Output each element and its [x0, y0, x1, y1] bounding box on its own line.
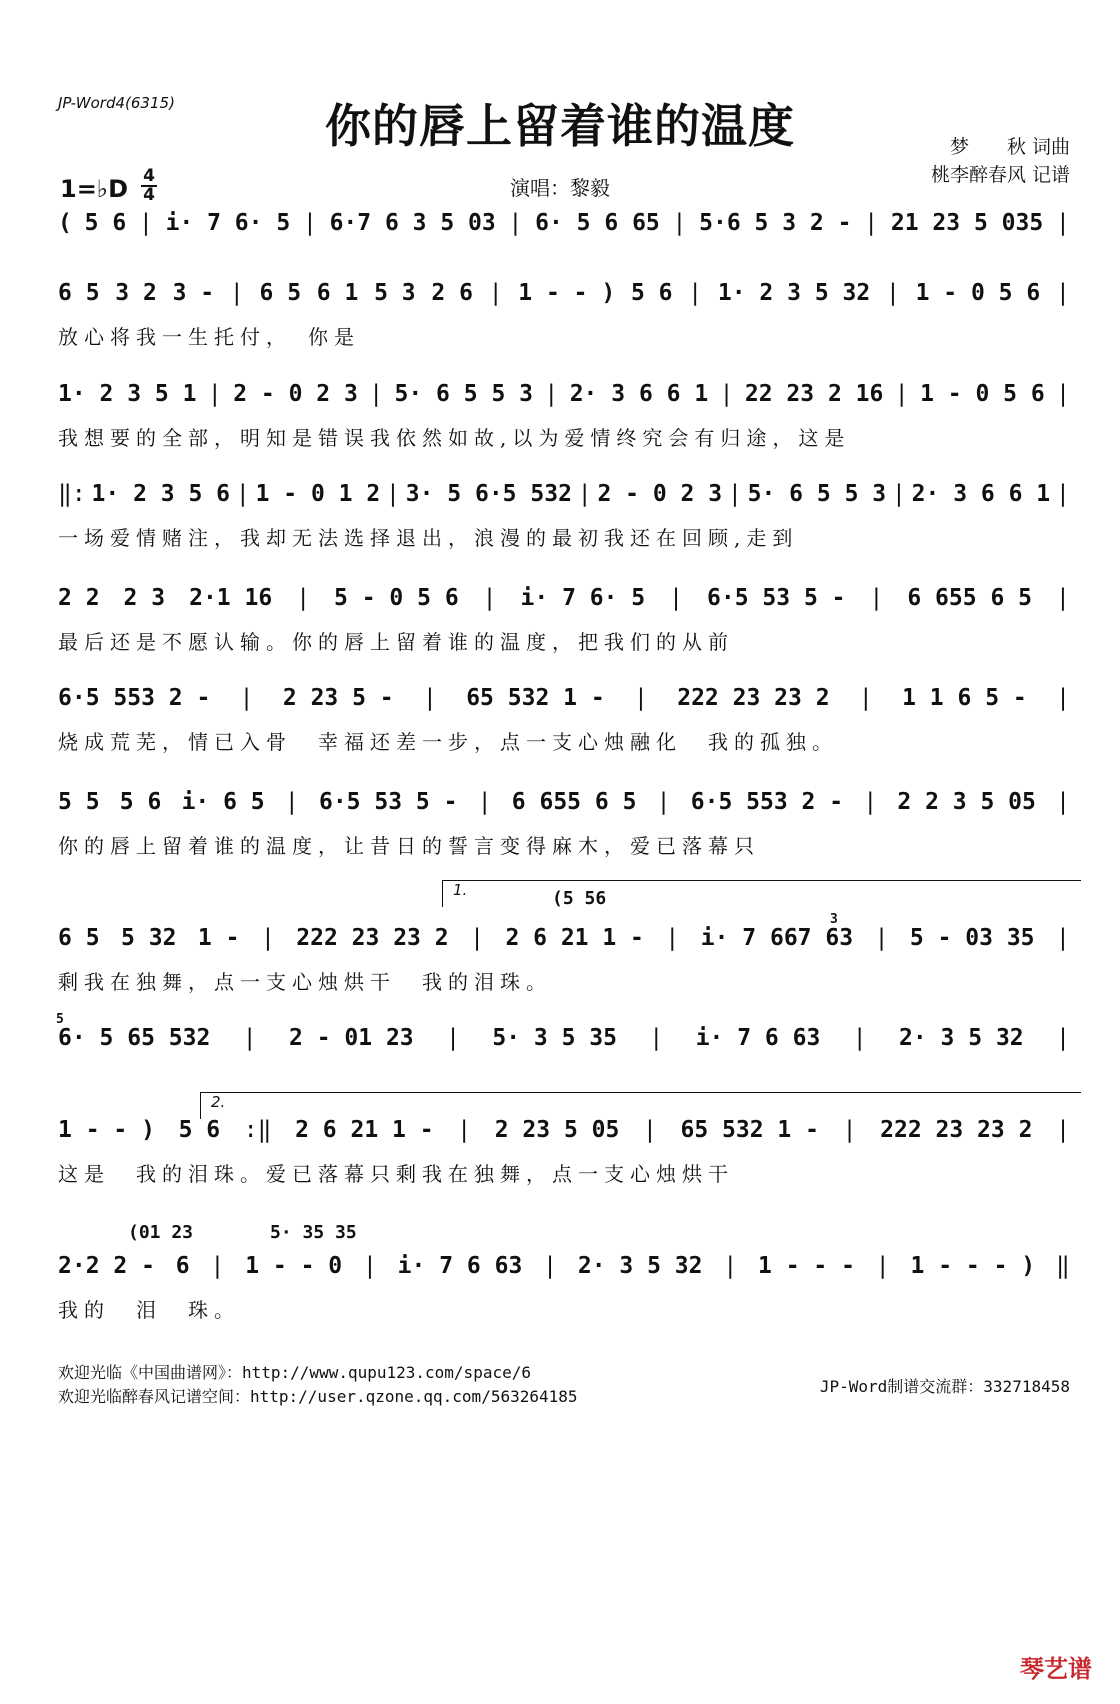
note-group: 1 -: [197, 925, 240, 951]
barline: |: [296, 585, 311, 611]
barline: |: [446, 1025, 460, 1051]
note-group: 65 532 1 -: [680, 1117, 819, 1143]
barline: |: [1055, 210, 1070, 236]
note-group: 6 5: [58, 925, 100, 951]
barline: |: [723, 1253, 738, 1279]
time-signature-top: 4: [143, 166, 155, 186]
barline: |: [852, 1025, 867, 1051]
note-group: 2 - 01 23: [289, 1025, 414, 1051]
lyrics: 这是 我的泪珠。爱已落幕只剩我在独舞，点一支心烛烘干: [58, 1162, 734, 1186]
barline: |: [875, 1253, 890, 1279]
note-group: 5 6: [84, 210, 127, 236]
note-group: 1 - 0 5 6: [915, 280, 1041, 306]
barline: |: [864, 210, 879, 236]
note-group: 2· 3 6 6 1: [569, 381, 709, 407]
footer-group: JP-Word制谱交流群：332718458: [819, 1377, 1070, 1396]
lyrics: 放心将我一生托付， 你是: [58, 325, 360, 349]
pickup-notes: 5· 35 35: [270, 1222, 357, 1243]
note-group: 2 3: [123, 585, 166, 611]
note-group: 1· 2 3 5 32: [717, 280, 871, 306]
note-group: 2· 3 6 6 1: [911, 481, 1051, 507]
barline: ‖: [1055, 1253, 1070, 1279]
lyrics: 最后还是不愿认输。你的唇上留着谁的温度，把我们的从前: [58, 630, 734, 654]
note-group: 2 6: [431, 280, 473, 306]
note-group: 2 23 5 -: [282, 685, 394, 711]
score-notes: [58, 1020, 1070, 1056]
volta-second-ending: [200, 1092, 1081, 1119]
note-group: 5 - 03 35: [909, 925, 1035, 951]
time-signature-bottom: 4: [143, 185, 155, 205]
barline: |: [242, 1025, 257, 1051]
note-group: 5 6: [178, 1117, 221, 1143]
note-group: 222 23 23 2: [880, 1117, 1033, 1143]
score-notes: [58, 376, 1070, 412]
note-group: 222 23 23 2: [677, 685, 830, 711]
note-group: i· 7 6 63: [695, 1025, 821, 1051]
note-group: 3 2: [115, 280, 157, 306]
note-group: 6 655 6 5: [511, 789, 637, 815]
barline: |: [688, 280, 703, 306]
note-group: 1 - - - ): [910, 1253, 1036, 1279]
score-notes: [58, 680, 1070, 716]
barline: |: [457, 1117, 472, 1143]
barline: |: [869, 585, 884, 611]
barline: |: [842, 1117, 857, 1143]
app-label: JP-Word4(6315): [58, 94, 175, 112]
note-group: 5 5: [58, 789, 100, 815]
score-notes: [58, 275, 1070, 311]
lyrics: 烧成荒芜，情已入骨 幸福还差一步，点一支心烛融化 我的孤独。: [58, 730, 838, 754]
barline: :‖: [243, 1117, 272, 1143]
note-group: 2 23 5 05: [494, 1117, 620, 1143]
barline: ‖:: [58, 481, 86, 507]
note-group: i· 7 667 63: [700, 925, 854, 951]
barline: |: [423, 685, 437, 711]
note-group: 5· 3 5 35: [492, 1025, 617, 1051]
barline: |: [1055, 585, 1070, 611]
barline: |: [235, 481, 250, 507]
lyrics: 剩我在独舞，点一支心烛烘干 我的泪珠。: [58, 970, 552, 994]
note-group: 1 - - ): [518, 280, 616, 306]
note-group: 3 -: [172, 280, 215, 306]
note-group: 65 532 1 -: [466, 685, 605, 711]
note-group: 6: [175, 1253, 190, 1279]
barline: |: [665, 925, 680, 951]
barline: |: [649, 1025, 664, 1051]
barline: |: [543, 1253, 557, 1279]
score-notes: [58, 580, 1070, 616]
barline: |: [239, 685, 254, 711]
note-group: 1 1 6 5 -: [902, 685, 1027, 711]
barline: |: [138, 210, 153, 236]
lyrics: 一场爱情赌注，我却无法选择退出，浪漫的最初我还在回顾,走到: [58, 526, 799, 550]
note-group: 1· 2 3 5 1: [58, 381, 197, 407]
singer: 演唱：黎毅: [510, 176, 610, 200]
note-group: i· 6 5: [181, 789, 265, 815]
barline: |: [1056, 381, 1070, 407]
note-group: i· 7 6 63: [397, 1253, 523, 1279]
lyrics: 我的 泪 珠。: [58, 1298, 240, 1322]
barline: |: [672, 210, 687, 236]
barline: |: [863, 789, 878, 815]
note-group: 2 2 3 5 05: [897, 789, 1036, 815]
barline: |: [1056, 1025, 1070, 1051]
pickup-notes: (5 56: [552, 888, 607, 909]
grace-note: 5: [56, 1012, 64, 1027]
barline: |: [369, 381, 384, 407]
barline: |: [1056, 789, 1070, 815]
barline: |: [386, 481, 400, 507]
barline: |: [477, 789, 492, 815]
note-group: i· 7 6· 5: [165, 210, 291, 236]
barline: |: [656, 789, 671, 815]
note-group: 22 23 2 16: [744, 381, 884, 407]
note-group: 5 - 0 5 6: [334, 585, 459, 611]
barline: |: [1056, 481, 1070, 507]
note-group: 2·2 2 -: [58, 1253, 155, 1279]
score-notes: [58, 1248, 1070, 1284]
barline: |: [643, 1117, 657, 1143]
barline: |: [634, 685, 648, 711]
credit-composer: 梦 秋 词曲: [949, 136, 1070, 158]
note-group: 6 1: [316, 280, 359, 306]
credit-transcriber: 桃李醉春风 记谱: [930, 164, 1070, 186]
note-group: 1 - - 0: [245, 1253, 343, 1279]
footer-link-qupu[interactable]: 欢迎光临《中国曲谱网》：http://www.qupu123.com/space/6: [58, 1363, 531, 1382]
note-group: 2· 3 5 32: [577, 1253, 703, 1279]
pickup-notes: (01 23: [128, 1222, 194, 1243]
note-group: 1 - - -: [758, 1253, 855, 1279]
note-group: 6 5: [58, 280, 100, 306]
note-group: i· 7 6· 5: [520, 585, 646, 611]
note-group: 2 6 21 1 -: [505, 925, 644, 951]
note-group: 1 - - ): [58, 1117, 155, 1143]
note-group: 2· 3 5 32: [899, 1025, 1024, 1051]
note-group: 6 5: [259, 280, 302, 306]
note-group: 6 655 6 5: [907, 585, 1032, 611]
note-group: 2·1 16: [189, 585, 273, 611]
watermark-logo: 琴艺谱: [1020, 1654, 1092, 1683]
barline: |: [488, 280, 503, 306]
score-notes: [58, 784, 1070, 820]
barline: |: [1055, 280, 1070, 306]
barline: |: [727, 481, 742, 507]
key-signature: 1=♭D: [60, 175, 129, 203]
grace-note: 3: [830, 912, 838, 927]
score-notes: [58, 476, 1070, 512]
barline: |: [260, 925, 275, 951]
note-group: 1 - 0 1 2: [255, 481, 381, 507]
score-notes: [58, 205, 1070, 241]
note-group: 6·7 6 3 5 03: [329, 210, 496, 236]
volta-label: 2.: [211, 1093, 226, 1111]
note-group: 1· 2 3 5 6: [91, 481, 231, 507]
song-title: 你的唇上留着谁的温度: [325, 99, 795, 153]
note-group: 6·5 53 5 -: [707, 585, 846, 611]
barline: |: [362, 1253, 377, 1279]
note-group: 6·5 53 5 -: [318, 789, 458, 815]
note-group: 3· 5 6·5 532: [405, 481, 572, 507]
note-group: 5 3: [374, 280, 416, 306]
note-group: 1 - 0 5 6: [920, 381, 1045, 407]
lyrics: 你的唇上留着谁的温度，让昔日的誓言变得麻木，爱已落幕只: [58, 834, 760, 858]
barline: |: [719, 381, 734, 407]
note-group: 2 - 0 2 3: [233, 381, 358, 407]
barline: |: [210, 1253, 225, 1279]
barline: |: [874, 925, 889, 951]
barline: |: [891, 481, 906, 507]
barline: |: [669, 585, 684, 611]
barline: |: [482, 585, 497, 611]
barline: |: [470, 925, 484, 951]
volta-label: 1.: [453, 881, 468, 899]
note-group: 6·5 553 2 -: [58, 685, 211, 711]
note-group: 21 23 5 035: [890, 210, 1044, 236]
note-group: 5 6: [630, 280, 673, 306]
note-group: 2 6 21 1 -: [295, 1117, 434, 1143]
barline: |: [885, 280, 900, 306]
barline: |: [1056, 925, 1070, 951]
barline: |: [577, 481, 592, 507]
barline: |: [1056, 685, 1070, 711]
note-group: 5 6: [119, 789, 162, 815]
note-group: 5· 6 5 5 3: [394, 381, 533, 407]
note-group: 6· 5 65 532: [58, 1025, 211, 1051]
note-group: 6· 5 6 65: [535, 210, 660, 236]
note-group: (: [58, 210, 72, 236]
note-group: 5·6 5 3 2 -: [699, 210, 852, 236]
note-group: 5· 6 5 5 3: [747, 481, 887, 507]
barline: |: [302, 210, 317, 236]
barline: |: [544, 381, 559, 407]
note-group: 6·5 553 2 -: [690, 789, 844, 815]
note-group: 2 2: [58, 585, 100, 611]
lyrics: 我想要的全部，明知是错误我依然如故,以为爱情终究会有归途，这是: [58, 426, 851, 450]
score-notes: [58, 920, 1070, 956]
note-group: 222 23 23 2: [296, 925, 449, 951]
barline: |: [207, 381, 222, 407]
barline: |: [858, 685, 873, 711]
barline: |: [284, 789, 299, 815]
barline: |: [894, 381, 909, 407]
note-group: 5 32: [121, 925, 177, 951]
footer-link-qzone[interactable]: 欢迎光临醉春风记谱空间：http://user.qzone.qq.com/563264185: [58, 1387, 578, 1406]
barline: |: [508, 210, 523, 236]
note-group: 2 - 0 2 3: [597, 481, 723, 507]
barline: |: [229, 280, 244, 306]
barline: |: [1056, 1117, 1070, 1143]
volta-first-ending: [442, 880, 1081, 907]
